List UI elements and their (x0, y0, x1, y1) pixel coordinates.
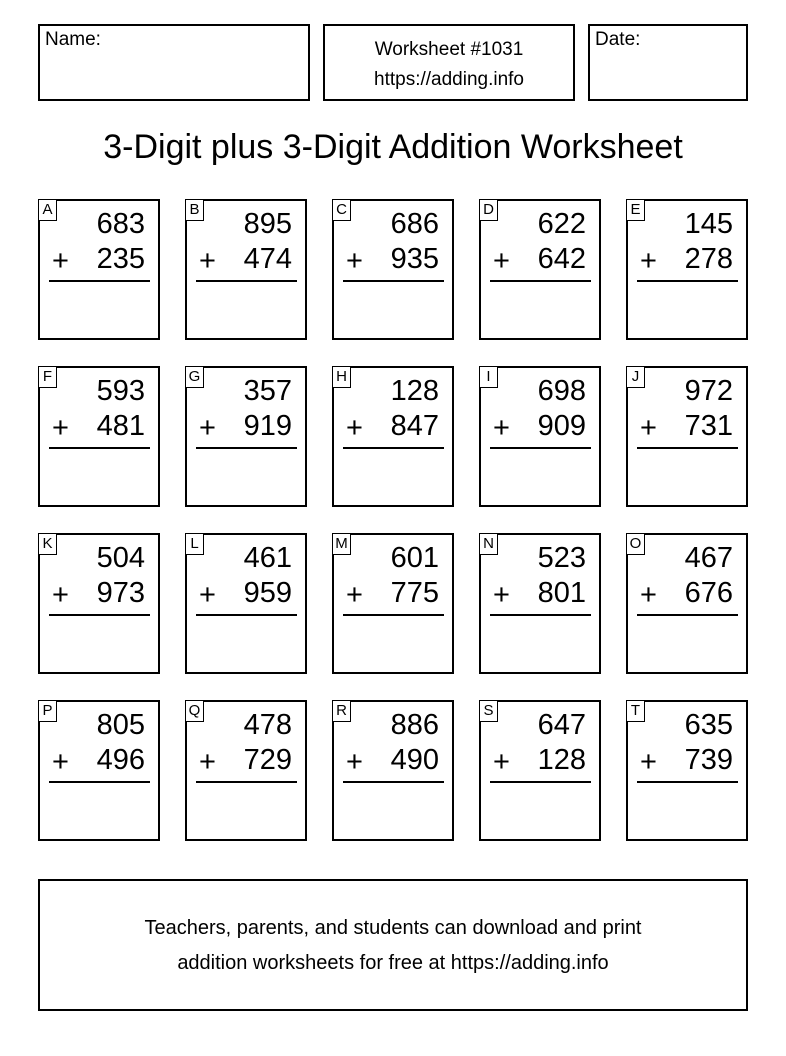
problem-letter: C (332, 199, 351, 221)
problem-card[interactable] (38, 700, 160, 841)
footer-line-1: Teachers, parents, and students can download and print (144, 917, 642, 939)
problem-card[interactable] (185, 199, 307, 340)
problem-card[interactable] (185, 700, 307, 841)
top-addend: 504 (96, 542, 145, 574)
answer-line (490, 614, 591, 616)
top-addend: 478 (243, 709, 292, 741)
plus-sign: + (493, 245, 510, 277)
problem-letter: H (332, 366, 351, 388)
problem-card[interactable] (332, 533, 454, 674)
bottom-addend: 729 (243, 744, 292, 776)
top-addend: 601 (390, 542, 439, 574)
date-label: Date: (595, 29, 641, 50)
answer-line (49, 280, 150, 282)
problem-card[interactable] (626, 533, 748, 674)
site-url: https://adding.info (374, 69, 524, 90)
top-addend: 467 (684, 542, 733, 574)
problem-letter: Q (185, 700, 204, 722)
problem-card[interactable] (332, 199, 454, 340)
plus-sign: + (52, 746, 69, 778)
problem-card[interactable] (38, 199, 160, 340)
problem-letter: K (38, 533, 57, 555)
problem-letter: O (626, 533, 645, 555)
answer-line (490, 781, 591, 783)
top-addend: 523 (537, 542, 586, 574)
problem-letter: T (626, 700, 645, 722)
answer-line (343, 280, 444, 282)
answer-line (343, 447, 444, 449)
plus-sign: + (199, 579, 216, 611)
bottom-addend: 935 (390, 243, 439, 275)
problem-card[interactable] (479, 533, 601, 674)
plus-sign: + (199, 412, 216, 444)
answer-line (637, 280, 738, 282)
top-addend: 698 (537, 375, 586, 407)
plus-sign: + (52, 412, 69, 444)
bottom-addend: 490 (390, 744, 439, 776)
answer-line (196, 614, 297, 616)
plus-sign: + (493, 746, 510, 778)
bottom-addend: 801 (537, 577, 586, 609)
problem-card[interactable] (479, 366, 601, 507)
answer-line (490, 447, 591, 449)
answer-line (637, 447, 738, 449)
problem-letter: A (38, 199, 57, 221)
bottom-addend: 959 (243, 577, 292, 609)
answer-line (343, 614, 444, 616)
plus-sign: + (493, 579, 510, 611)
worksheet-title: 3-Digit plus 3-Digit Addition Worksheet (103, 128, 683, 166)
answer-line (49, 781, 150, 783)
problem-letter: S (479, 700, 498, 722)
problem-card[interactable] (332, 700, 454, 841)
top-addend: 128 (390, 375, 439, 407)
top-addend: 886 (390, 709, 439, 741)
top-addend: 145 (684, 208, 733, 240)
problem-card[interactable] (38, 366, 160, 507)
plus-sign: + (640, 412, 657, 444)
plus-sign: + (346, 245, 363, 277)
problem-card[interactable] (626, 700, 748, 841)
plus-sign: + (199, 746, 216, 778)
answer-line (637, 781, 738, 783)
top-addend: 686 (390, 208, 439, 240)
top-addend: 635 (684, 709, 733, 741)
bottom-addend: 128 (537, 744, 586, 776)
problem-card[interactable] (626, 366, 748, 507)
problem-card[interactable] (479, 700, 601, 841)
problem-letter: F (38, 366, 57, 388)
answer-line (343, 781, 444, 783)
bottom-addend: 909 (537, 410, 586, 442)
problem-letter: J (626, 366, 645, 388)
name-label: Name: (45, 29, 101, 50)
bottom-addend: 919 (243, 410, 292, 442)
problem-letter: L (185, 533, 204, 555)
plus-sign: + (640, 245, 657, 277)
problem-letter: N (479, 533, 498, 555)
problem-letter: P (38, 700, 57, 722)
top-addend: 647 (537, 709, 586, 741)
bottom-addend: 676 (684, 577, 733, 609)
top-addend: 805 (96, 709, 145, 741)
top-addend: 622 (537, 208, 586, 240)
bottom-addend: 235 (96, 243, 145, 275)
plus-sign: + (52, 579, 69, 611)
answer-line (196, 781, 297, 783)
answer-line (196, 447, 297, 449)
problem-letter: I (479, 366, 498, 388)
problem-card[interactable] (185, 366, 307, 507)
plus-sign: + (52, 245, 69, 277)
worksheet-info-box (323, 24, 575, 101)
problem-card[interactable] (185, 533, 307, 674)
footer-line-2: addition worksheets for free at https://adding.info (177, 952, 609, 974)
plus-sign: + (346, 579, 363, 611)
date-field[interactable] (588, 24, 748, 101)
problem-letter: D (479, 199, 498, 221)
top-addend: 357 (243, 375, 292, 407)
bottom-addend: 775 (390, 577, 439, 609)
bottom-addend: 973 (96, 577, 145, 609)
answer-line (490, 280, 591, 282)
bottom-addend: 481 (96, 410, 145, 442)
plus-sign: + (640, 579, 657, 611)
problem-card[interactable] (479, 199, 601, 340)
problem-letter: E (626, 199, 645, 221)
plus-sign: + (640, 746, 657, 778)
answer-line (49, 614, 150, 616)
bottom-addend: 278 (684, 243, 733, 275)
bottom-addend: 731 (684, 410, 733, 442)
top-addend: 972 (684, 375, 733, 407)
top-addend: 895 (243, 208, 292, 240)
problem-card[interactable] (38, 533, 160, 674)
plus-sign: + (346, 746, 363, 778)
problem-card[interactable] (332, 366, 454, 507)
problem-card[interactable] (626, 199, 748, 340)
top-addend: 593 (96, 375, 145, 407)
plus-sign: + (493, 412, 510, 444)
answer-line (196, 280, 297, 282)
problem-letter: B (185, 199, 204, 221)
worksheet-id: Worksheet #1031 (374, 39, 524, 60)
bottom-addend: 642 (537, 243, 586, 275)
answer-line (637, 614, 738, 616)
problem-letter: R (332, 700, 351, 722)
name-field[interactable] (38, 24, 310, 101)
top-addend: 683 (96, 208, 145, 240)
problem-letter: M (332, 533, 351, 555)
top-addend: 461 (243, 542, 292, 574)
plus-sign: + (199, 245, 216, 277)
bottom-addend: 474 (243, 243, 292, 275)
bottom-addend: 739 (684, 744, 733, 776)
bottom-addend: 496 (96, 744, 145, 776)
bottom-addend: 847 (390, 410, 439, 442)
footer-box (38, 879, 748, 1011)
problem-letter: G (185, 366, 204, 388)
answer-line (49, 447, 150, 449)
plus-sign: + (346, 412, 363, 444)
